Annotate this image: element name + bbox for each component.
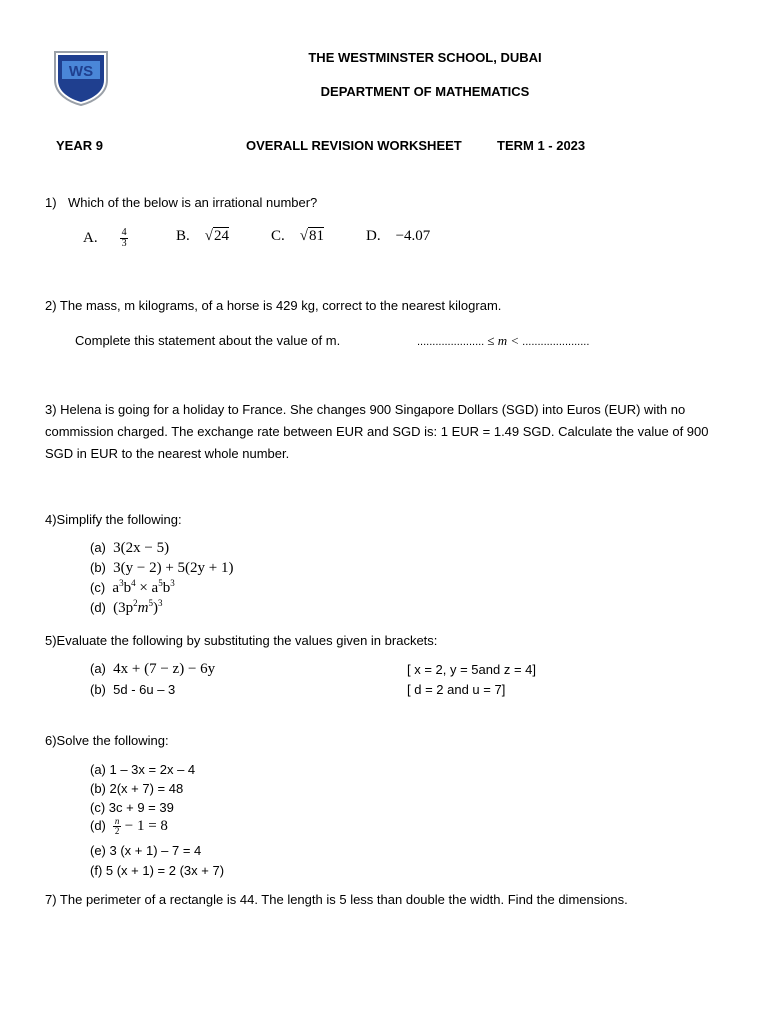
- q5-item-a: (a) 4x + (7 − z) − 6y: [90, 661, 216, 677]
- q1-option-d: D. −4.07: [366, 228, 431, 244]
- square-root: √81: [299, 228, 324, 244]
- year-label: YEAR 9: [56, 138, 103, 153]
- fraction: $\frac{4}{3}$: [121, 227, 127, 249]
- q1-text: Which of the below is an irrational number?: [68, 195, 318, 210]
- q4-item-d: (d) $(3p^2m^5)^3$: [90, 598, 163, 616]
- logo-text: WS: [68, 63, 94, 80]
- q6-item-a: (a) 1 – 3x = 2x – 4: [90, 762, 196, 777]
- school-name: THE WESTMINSTER SCHOOL, DUBAI: [308, 50, 542, 65]
- q1-option-b: B. √24: [176, 228, 229, 244]
- q5-values-a: [ x = 2, y = 5and z = 4]: [407, 662, 536, 677]
- q5-values-b: [ d = 2 and u = 7]: [407, 682, 506, 697]
- department-name: DEPARTMENT OF MATHEMATICS: [320, 84, 530, 99]
- q1-number: 1): [45, 195, 57, 210]
- q6-item-e: (e) 3 (x + 1) – 7 = 4: [90, 843, 202, 858]
- q6-title: 6)Solve the following:: [45, 733, 169, 748]
- q6-item-d: (d) $\frac{n}{2}$ − 1 = 8: [90, 816, 168, 836]
- q6-item-f: (f) 5 (x + 1) = 2 (3x + 7): [90, 863, 225, 878]
- q7-text: 7) The perimeter of a rectangle is 44. The length is 5 less than double the width. Find the dimensions.: [45, 892, 628, 907]
- q2-inequality: ...................... ≤ m < ......................: [417, 333, 590, 348]
- q5-item-b: (b) 5d - 6u – 3: [90, 682, 176, 697]
- q4-title: 4)Simplify the following:: [45, 512, 182, 527]
- q2-instruction: Complete this statement about the value of m.: [75, 333, 341, 348]
- q4-item-c: (c) $a^3b^4 \times a^5b^3$: [90, 578, 175, 596]
- q5-title: 5)Evaluate the following by substituting the values given in brackets:: [45, 633, 438, 648]
- q1-option-a: A. $\frac{4}{3}$: [83, 227, 127, 249]
- q1-option-c: C. √81: [271, 228, 324, 244]
- q3-text: 3) Helena is going for a holiday to France. She changes 900 Singapore Dollars (SGD) into Euros (EUR) with no commission charged. The exchange rate between EUR and SGD is: 1 EUR = 1.49 SGD. Calculate the value of 900 SGD in EUR to the nearest whole number.: [45, 402, 709, 461]
- worksheet-title: OVERALL REVISION WORKSHEET: [246, 138, 462, 153]
- term-label: TERM 1 - 2023: [497, 138, 586, 153]
- q4-item-b: (b) 3(y − 2) + 5(2y + 1): [90, 560, 234, 576]
- square-root: √24: [204, 228, 229, 244]
- q6-item-b: (b) 2(x + 7) = 48: [90, 781, 184, 796]
- q2-text: 2) The mass, m kilograms, of a horse is 429 kg, correct to the nearest kilogram.: [45, 298, 502, 313]
- q4-item-a: (a) 3(2x − 5): [90, 540, 170, 556]
- q6-item-c: (c) 3c + 9 = 39: [90, 800, 174, 815]
